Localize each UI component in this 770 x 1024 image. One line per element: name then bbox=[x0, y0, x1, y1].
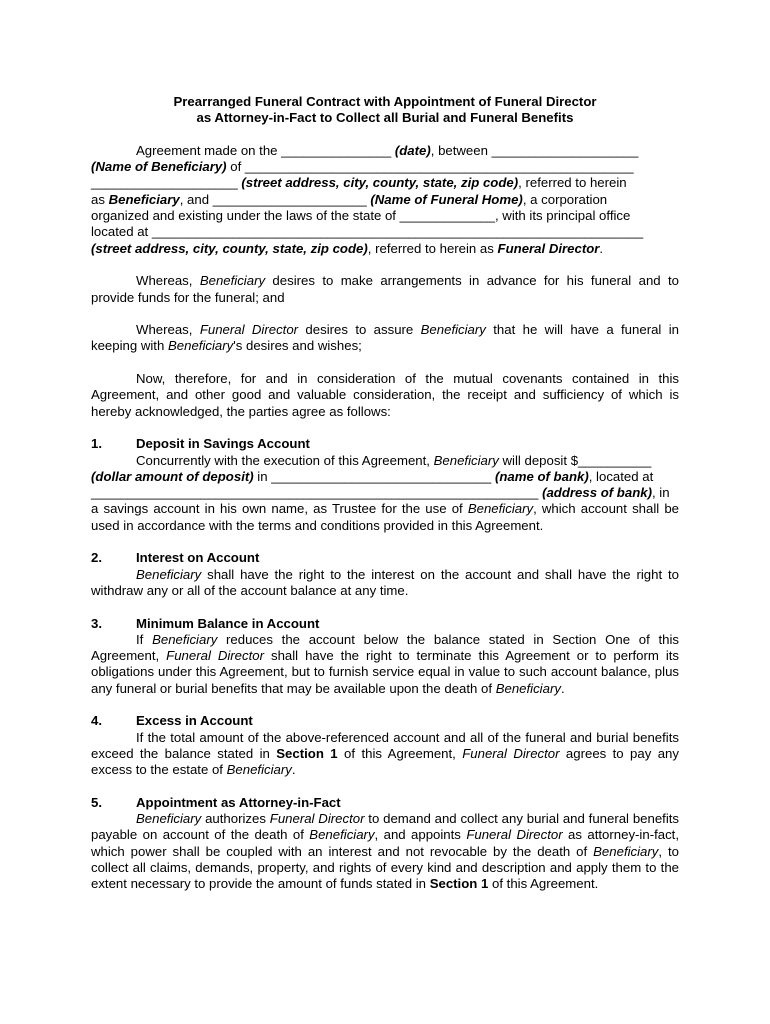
now-therefore-paragraph: Now, therefore, for and in consideration of the mutual covenants contained in this Agreement, and other good and valuable consideration, the receipt and sufficiency of which is hereby acknowledged, the parties agree as follows: bbox=[91, 371, 679, 419]
intro-line-6: located at ___________________________________________________________________ bbox=[91, 224, 644, 240]
whereas-paragraph-1: Whereas, Beneficiary desires to make arrangements in advance for his funeral and to provide funds for the funeral; and bbox=[91, 273, 679, 305]
section-1-line-4: a savings account in his own name, as Trustee for the use of Beneficiary, which account shall be used in accordance with the terms and conditions provided in this Agreement. bbox=[91, 501, 679, 533]
section-1-line-2: (dollar amount of deposit) in ______________________________ (name of bank), located at bbox=[91, 468, 654, 484]
intro-line-4: as Beneficiary, and _____________________ (Name of Funeral Home), a corporation bbox=[91, 191, 608, 207]
section-3-body: If Beneficiary reduces the account below the balance stated in Section One of this Agreement, Funeral Director shall have the right to terminate this Agreement or to perform its obligations under this Agreement, but to furnish service equal in value to such account balance, plus any funeral or burial benefits that may be available upon the death of Beneficiary. bbox=[91, 631, 680, 696]
section-2-body: Beneficiary shall have the right to the interest on the account and shall have the right to withdraw any or all of the account balance at any time. bbox=[91, 566, 679, 598]
section-4-body: If the total amount of the above-referenced account and all of the funeral and burial benefits exceed the balance stated in Section 1 of this Agreement, Funeral Director agrees to pay any excess to the estate of Beneficiary. bbox=[91, 729, 679, 778]
section-1-heading: 1. Deposit in Savings Account bbox=[91, 436, 310, 452]
intro-line-5: organized and existing under the laws of the state of _____________, with its principal office bbox=[91, 208, 631, 224]
document-page bbox=[91, 94, 679, 893]
section-5-heading: 5. Appointment as Attorney-in-Fact bbox=[91, 794, 341, 810]
intro-line-3: ____________________ (street address, city, county, state, zip code), referred to herein bbox=[91, 175, 627, 191]
whereas-paragraph-2: Whereas, Funeral Director desires to assure Beneficiary that he will have a funeral in keeping with Beneficiary's desires and wishes; bbox=[91, 322, 679, 354]
title-line-2: as Attorney-in-Fact to Collect all Burial and Funeral Benefits bbox=[196, 110, 574, 126]
intro-line-1: Agreement made on the _______________ (date), between ____________________ bbox=[136, 142, 639, 158]
section-4-heading: 4. Excess in Account bbox=[91, 713, 253, 729]
section-3-heading: 3. Minimum Balance in Account bbox=[91, 615, 320, 631]
section-1-body bbox=[91, 453, 679, 534]
intro-line-7: (street address, city, county, state, zip code), referred to herein as Funeral Director. bbox=[91, 240, 604, 256]
title-line-1: Prearranged Funeral Contract with Appointment of Funeral Director bbox=[173, 94, 597, 109]
section-1-line-3: _____________________________________________________________ (address of bank), in bbox=[91, 485, 670, 501]
document-title bbox=[91, 94, 679, 127]
section-2-heading: 2. Interest on Account bbox=[91, 550, 260, 566]
section-5-body: Beneficiary authorizes Funeral Director to demand and collect any burial and funeral benefits payable on account of the death of Beneficiary, and appoints Funeral Director as attorney-in-fact, which power shall be coupled with an interest and not revocable by the death of Beneficiary, to collect all claims, demands, property, and rights of every kind and description and apply them to the extent necessary to provide the amount of funds stated in Section 1 of this Agreement. bbox=[91, 811, 680, 892]
intro-paragraph bbox=[91, 143, 679, 257]
intro-line-2: (Name of Beneficiary) of _____________________________________________________ bbox=[91, 159, 634, 175]
section-1-line-1: Concurrently with the execution of this Agreement, Beneficiary will deposit $__________ bbox=[136, 452, 652, 468]
